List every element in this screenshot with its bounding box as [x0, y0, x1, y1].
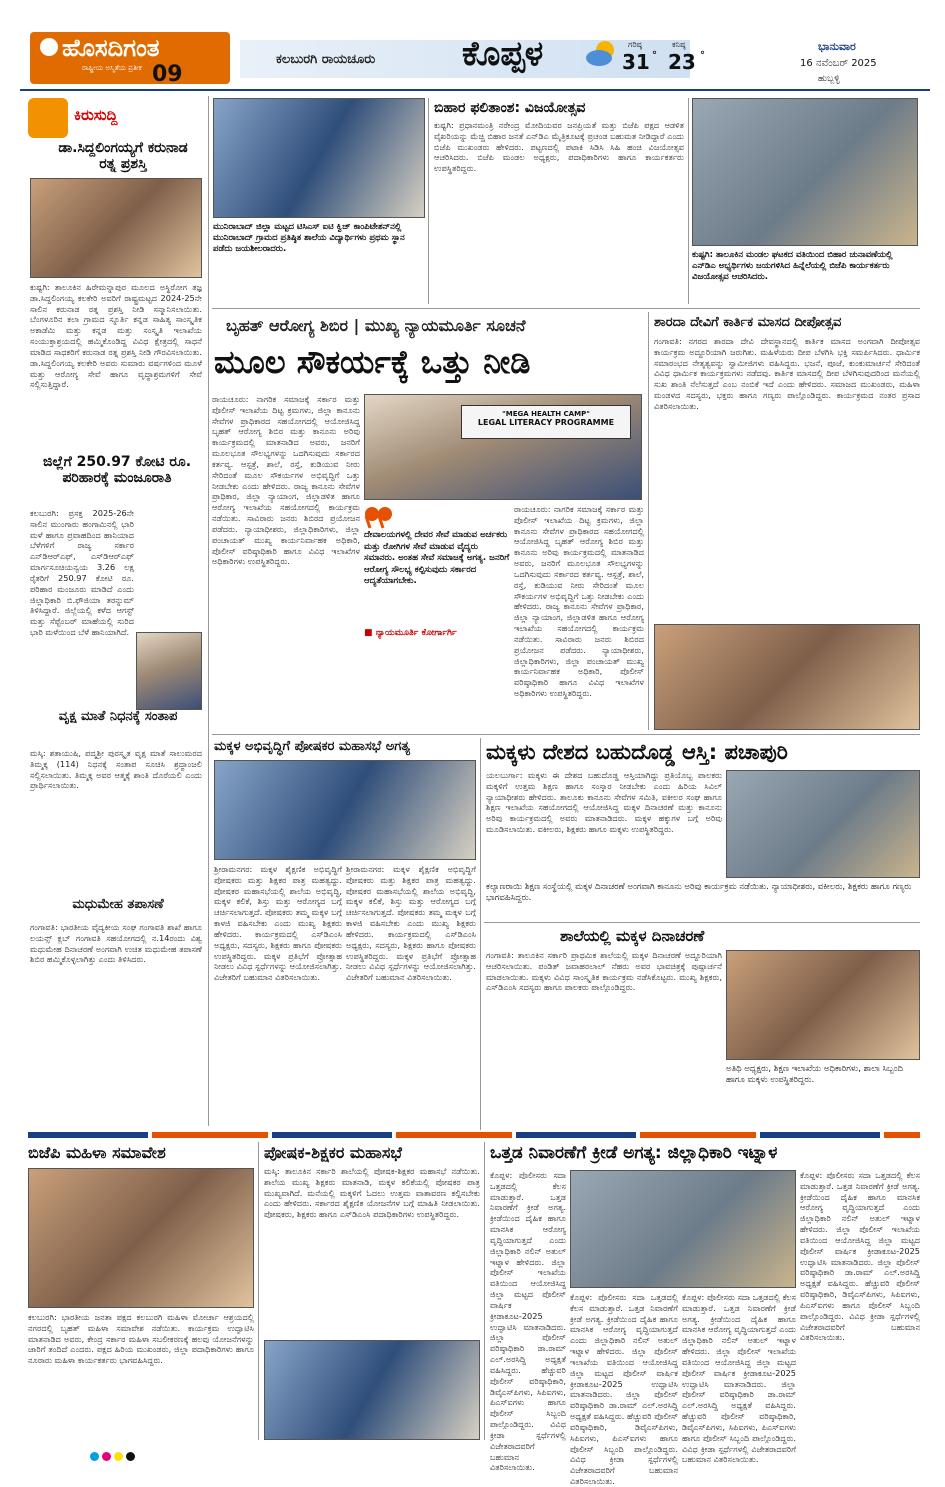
bjp-body: ಕಲಬುರಗಿ: ಭಾರತೀಯ ಜನತಾ ಪಕ್ಷದ ಕಲಬುರಗಿ ಮಹಿಳಾ ಮೋರ್ಚಾ ಆಶ್ರಯದಲ್ಲಿ ನಗರದಲ್ಲಿ ಬೃಹತ್ ಮಹಿಳಾ ಸಮಾವೇಶ ನಡೆಯಿತು. ಕಾರ್ಯಕ್ರಮ ಉದ್ಘಾಟಿಸಿ ಮಾತನಾಡಿದ ಅವರು, ಕೇಂದ್ರ ಸರ್ಕಾರ ಮಹಿಳಾ ಸಬಲೀಕರಣಕ್ಕೆ ಹಲವು ಯೋಜನೆಗಳನ್ನು ಜಾರಿಗೆ ತಂದಿದೆ ಎಂದರು. ಪಕ್ಷದ ಹಿರಿಯ ಮುಖಂಡರು, ಜಿಲ್ಲಾ ಪದಾಧಿಕಾರಿಗಳು ಹಾಗೂ ನೂರಾರು ಮಹಿಳಾ ಕಾರ್ಯಕರ್ತರು ಭಾಗವಹಿಸಿದ್ದರು. [28, 1312, 254, 1366]
header-divider [20, 89, 930, 91]
camp-banner [461, 405, 631, 439]
lead-quote-author: ■ ನ್ಯಾಯಮೂರ್ತಿ ಕೋರ್ಗಾರ್ಗಿ [364, 628, 457, 638]
quiz-caption: ಮುನಿರಾಬಾದ್ ಜಿಲ್ಲಾ ಮಟ್ಟದ ಟಿಸಿಎಸ್ ಐಟಿ ಕ್ವಿಜ್ ಕಾಂಪಿಟೇಶನ್‌ನಲ್ಲಿ ಮುನಿರಾಬಾದ್ ಗ್ರಾಮದ ಪ್ರತಿಷ್ಠಿತ ಶಾಲೆಯ ವಿದ್ಯಾರ್ಥಿಗಳು ಪ್ರಥಮ ಸ್ಥಾನ ಪಡೆದು ಜಯಶೀಲರಾದರು. [213, 222, 405, 255]
color-registration-marks [90, 1446, 890, 1458]
lead-body-a: ರಾಯಚೂರು: ನಾಗರಿಕ ಸಮಾಜಕ್ಕೆ ಸರ್ಕಾರ ಮತ್ತು ಪೊಲೀಸ್ ಇಲಾಖೆಯ ದಿಟ್ಟ ಕ್ರಮಗಳು, ಜಿಲ್ಲಾ ಕಾನೂನು ಸೇವೆಗಳ ಪ್ರಾಧಿಕಾರದ ಸಹಯೋಗದಲ್ಲಿ ಆಯೋಜಿಸಿದ್ದ ಬೃಹತ್ ಆರೋಗ್ಯ ಶಿಬಿರ ಮತ್ತು ಕಾನೂನು ಅರಿವು ಕಾರ್ಯಕ್ರಮದಲ್ಲಿ ಮಾತನಾಡಿದ ಅವರು, ಜನರಿಗೆ ಮೂಲಭೂತ ಸೌಲಭ್ಯಗಳನ್ನು ಒದಗಿಸುವುದು ಸರ್ಕಾರದ ಕರ್ತವ್ಯ. ಆಸ್ಪತ್ರೆ, ಶಾಲೆ, ರಸ್ತೆ, ಕುಡಿಯುವ ನೀರು ಸೇರಿದಂತೆ ಮೂಲ ಸೌಕರ್ಯಗಳ ಅಭಿವೃದ್ಧಿಗೆ ಒತ್ತು ನೀಡಬೇಕು ಎಂದು ಹೇಳಿದರು. ರಾಜ್ಯ ಕಾನೂನು ಸೇವೆಗಳ ಪ್ರಾಧಿಕಾರ, ಜಿಲ್ಲಾ ನ್ಯಾಯಾಂಗ, ಜಿಲ್ಲಾಡಳಿತ ಹಾಗೂ ಆರೋಗ್ಯ ಇಲಾಖೆಯ ಸಹಯೋಗದಲ್ಲಿ ಕಾರ್ಯಕ್ರಮ ನಡೆಯಿತು. ಸಾವಿರಾರು ಜನರು ಶಿಬಿರದ ಪ್ರಯೋಜನ ಪಡೆದರು. ನ್ಯಾಯಾಧೀಶರು, ಜಿಲ್ಲಾಧಿಕಾರಿಗಳು, ಜಿಲ್ಲಾ ಪಂಚಾಯತ್ ಮುಖ್ಯ ಕಾರ್ಯನಿರ್ವಾಹಕ ಅಧಿಕಾರಿ, ಪೊಲೀಸ್ ವರಿಷ್ಠಾಧಿಕಾರಿ ಹಾಗೂ ವಿವಿಧ ಇಲಾಖೆಗಳ ಅಧಿಕಾರಿಗಳು ಉಪಸ್ಥಿತರಿದ್ದರು. [212, 394, 360, 567]
col-divider-3 [480, 738, 481, 1130]
kiru-body-3: ಮಸ್ಕಿ: ಶತಾಯುಷಿ, ಪದ್ಮಶ್ರೀ ಪುರಸ್ಕೃತ ವೃಕ್ಷ ಮಾತೆ ಸಾಲುಮರದ ತಿಮ್ಮಕ್ಕ (114) ನಿಧನಕ್ಕೆ ಸಂತಾಪ ಸೂಚಿಸಿ ಶ್ರದ್ಧಾಂಜಲಿ ಸಲ್ಲಿಸಲಾಯಿತು. ತಿಮ್ಮಕ್ಕ ಅವರ ಆತ್ಮಕ್ಕೆ ಶಾಂತಿ ದೊರೆಯಲಿ ಎಂದು ಪ್ರಾರ್ಥಿಸಲಾಯಿತು. [30, 748, 202, 791]
bjp-photo [28, 1168, 254, 1308]
kiru-headline-4[interactable]: ಮಧುಮೇಹ ತಪಾಸಣೆ [72, 897, 164, 912]
award-photo [30, 178, 202, 278]
bihar-body: ಕುಷ್ಟಗಿ: ಪ್ರಧಾನಮಂತ್ರಿ ನರೇಂದ್ರ ಮೋದಿಯವರ ಜನಪ್ರಿಯತೆ ಮತ್ತು ಬಿಜೆಪಿ ಪಕ್ಷದ ಆಡಳಿತ ವೈಖರಿಯನ್ನು ಮೆಚ್ಚಿ ಬಿಹಾರ ಜನತೆ ಎನ್‌ಡಿಎ ಮೈತ್ರಿಕೂಟಕ್ಕೆ ಪ್ರಚಂಡ ಬಹುಮತ ನೀಡಿದ್ದಾರೆ ಎಂದು ಬಿಜೆಪಿ ಮುಖಂಡರು ಹೇಳಿದರು. ಪಟ್ಟಣದಲ್ಲಿ ಪಟಾಕಿ ಸಿಡಿಸಿ ಸಿಹಿ ಹಂಚಿ ವಿಜಯೋತ್ಸವ ಆಚರಿಸಿದರು. ಬಿಜೆಪಿ ಮಂಡಲ ಅಧ್ಯಕ್ಷರು, ಪದಾಧಿಕಾರಿಗಳು ಹಾಗೂ ಕಾರ್ಯಕರ್ತರು ಉಪಸ್ಥಿತರಿದ್ದರು. [434, 120, 684, 174]
school-photo [726, 950, 920, 1060]
sharada-headline[interactable]: ಶಾರದಾ ದೇವಿಗೆ ಕಾರ್ತಿಕ ಮಾಸದ ದೀಪೋತ್ಸವ [654, 315, 842, 330]
max-temp-label: ಗರಿಷ್ಠ [628, 40, 642, 49]
bihar-photo [692, 98, 918, 246]
assets-body: ಯಲಬುರ್ಗಾ: ಮಕ್ಕಳು ಈ ದೇಶದ ಬಹುದೊಡ್ಡ ಆಸ್ತಿಯಾಗಿದ್ದು ಪ್ರತಿಯೊಬ್ಬ ಪಾಲಕರು ಮಕ್ಕಳಿಗೆ ಉತ್ತಮ ಶಿಕ್ಷಣ ಹಾಗೂ ಸಂಸ್ಕಾರ ನೀಡಬೇಕು ಎಂದು ಹಿರಿಯ ಸಿವಿಲ್ ನ್ಯಾಯಾಧೀಶರು ಹೇಳಿದರು. ತಾಲೂಕು ಕಾನೂನು ಸೇವೆಗಳ ಸಮಿತಿ, ವಕೀಲರ ಸಂಘ ಹಾಗೂ ಶಿಕ್ಷಣ ಇಲಾಖೆಯ ಸಹಯೋಗದಲ್ಲಿ ಆಯೋಜಿಸಿದ್ದ ಮಕ್ಕಳ ದಿನಾಚರಣೆ ಮತ್ತು ಕಾನೂನು ಅರಿವು ಕಾರ್ಯಕ್ರಮದಲ್ಲಿ ಅವರು ಮಾತನಾಡಿದರು. ಮಕ್ಕಳ ಹಕ್ಕುಗಳ ಬಗ್ಗೆ ಅರಿವು ಮೂಡಿಸಲಾಯಿತು. ವಕೀಲರು, ಶಿಕ್ಷಕರು ಹಾಗೂ ಮಕ್ಕಳು ಉಪಸ್ಥಿತರಿದ್ದರು. [486, 770, 722, 835]
kiru-body-1: ಕುಷ್ಟಗಿ: ತಾಲೂಕಿನ ಹಿರೇಮನ್ನಾಪುರ ಮೂಲದ ಅಸ್ಥಿರೋಗ ತಜ್ಞ ಡಾ.ಸಿದ್ದಲಿಂಗಯ್ಯ ಕಲಕೇರಿ ಅವರಿಗೆ ರಾಷ್ಟ್ರಮಟ್ಟದ 2024-25ನೇ ಸಾಲಿನ ಕರುನಾಡ ರತ್ನ ಪ್ರಶಸ್ತಿ ನೀಡಿ ಸನ್ಮಾನಿಸಲಾಯಿತು. ಬೆಂಗಳೂರಿನ ಕಲಾ ಗ್ರಾಮದ ಸ್ನೂರ್ತಿ ಕನ್ನಡ ಸಾಹಿತ್ಯ ಸಾಂಸ್ಕೃತಿಕ ಅಕಾಡೆಮಿ ಮತ್ತು ಕನ್ನಡ ಮತ್ತು ಸಂಸ್ಕೃತಿ ಇಲಾಖೆಯ ಸಂಯುಕ್ತಾಶ್ರಯದಲ್ಲಿ ಹಮ್ಮಿಕೊಂಡಿದ್ದ ವಿವಿಧ ಕ್ಷೇತ್ರದಲ್ಲಿ ಸಾಧನೆ ಮಾಡಿದ ಸಾಧಕರಿಗೆ ಕರುನಾಡ ರತ್ನ ಪ್ರಶಸ್ತಿ ನೀಡಿ ಗೌರವಿಸಲಾಯಿತು. ಡಾ.ಸಿದ್ದಲಿಂಗಯ್ಯ ಕಲಕೇರಿ ಅವರು ಸುಮಾರು ವರ್ಷಗಳಿಂದ ಮೂಳೆ ಮತ್ತು ಆರೋಗ್ಯ ಸೇವೆ ಹಾಗೂ ವೃದ್ಧಾಶ್ರಮಗಳಿಗೆ ಸೇವೆ ಸಲ್ಲಿಸುತ್ತಿದ್ದಾರೆ. [30, 282, 202, 390]
kiru-divider [208, 96, 209, 1126]
paper-tagline: ರಾಷ್ಟ್ರೀಯ ಅಸ್ಮಿತೆಯ ಪ್ರತೀಕ [82, 64, 142, 72]
school-caption: ಅತಿಥಿ ಅಧ್ಯಕ್ಷರು, ಶಿಕ್ಷಣ ಇಲಾಖೆಯ ಅಧಿಕಾರಿಗಳು, ಶಾಲಾ ಸಿಬ್ಬಂದಿ ಹಾಗೂ ಮಕ್ಕಳು ಉಪಸ್ಥಿತರಿದ್ದರು. [726, 1064, 903, 1086]
col-divider-5 [484, 1142, 485, 1440]
bihar-headline[interactable]: ಬಿಹಾರ ಫಲಿತಾಂಶ: ವಿಜಯೋತ್ಸವ [434, 100, 586, 116]
sports-body-c: ಕೊಪ್ಪಳ: ಪೊಲೀಸರು ಸದಾ ಒತ್ತಡದಲ್ಲಿ ಕೆಲಸ ಮಾಡುತ್ತಾರೆ. ಒತ್ತಡ ನಿವಾರಣೆಗೆ ಕ್ರೀಡೆ ಅಗತ್ಯ. ಕ್ರೀಡೆಯಿಂದ ದೈಹಿಕ ಹಾಗೂ ಮಾನಸಿಕ ಆರೋಗ್ಯ ವೃದ್ಧಿಯಾಗುತ್ತದೆ ಎಂದು ಜಿಲ್ಲಾಧಿಕಾರಿ ನಲಿನ್ ಅತುಲ್ ಇಟ್ನಾಳ ಹೇಳಿದರು. ಜಿಲ್ಲಾ ಪೊಲೀಸ್ ಇಲಾಖೆಯ ವತಿಯಿಂದ ಆಯೋಜಿಸಿದ್ದ ಜಿಲ್ಲಾ ಮಟ್ಟದ ಪೊಲೀಸ್ ವಾರ್ಷಿಕ ಕ್ರೀಡಾಕೂಟ-2025 ಉದ್ಘಾಟಿಸಿ ಮಾತನಾಡಿದರು. ಜಿಲ್ಲಾ ಪೊಲೀಸ್ ವರಿಷ್ಠಾಧಿಕಾರಿ ಡಾ.ರಾಮ್ ಎಲ್.ಅರಸಿದ್ದಿ ಅಧ್ಯಕ್ಷತೆ ವಹಿಸಿದ್ದರು. ಹೆಚ್ಚುವರಿ ಪೊಲೀಸ್ ವರಿಷ್ಠಾಧಿಕಾರಿ, ಡಿವೈಎಸ್‌ಪಿಗಳು, ಸಿಪಿಐಗಳು, ಪಿಎಸ್‌ಐಗಳು ಹಾಗೂ ಪೊಲೀಸ್ ಸಿಬ್ಬಂದಿ ಪಾಲ್ಗೊಂಡಿದ್ದರು. ವಿವಿಧ ಕ್ರೀಡಾ ಸ್ಪರ್ಧೆಗಳಲ್ಲಿ ವಿಜೇತರಾದವರಿಗೆ ಬಹುಮಾನ ವಿತರಿಸಲಾಯಿತು. [682, 1292, 796, 1465]
sports-body-d: ಕೊಪ್ಪಳ: ಪೊಲೀಸರು ಸದಾ ಒತ್ತಡದಲ್ಲಿ ಕೆಲಸ ಮಾಡುತ್ತಾರೆ. ಒತ್ತಡ ನಿವಾರಣೆಗೆ ಕ್ರೀಡೆ ಅಗತ್ಯ. ಕ್ರೀಡೆಯಿಂದ ದೈಹಿಕ ಹಾಗೂ ಮಾನಸಿಕ ಆರೋಗ್ಯ ವೃದ್ಧಿಯಾಗುತ್ತದೆ ಎಂದು ಜಿಲ್ಲಾಧಿಕಾರಿ ನಲಿನ್ ಅತುಲ್ ಇಟ್ನಾಳ ಹೇಳಿದರು. ಜಿಲ್ಲಾ ಪೊಲೀಸ್ ಇಲಾಖೆಯ ವತಿಯಿಂದ ಆಯೋಜಿಸಿದ್ದ ಜಿಲ್ಲಾ ಮಟ್ಟದ ಪೊಲೀಸ್ ವಾರ್ಷಿಕ ಕ್ರೀಡಾಕೂಟ-2025 ಉದ್ಘಾಟಿಸಿ ಮಾತನಾಡಿದರು. ಜಿಲ್ಲಾ ಪೊಲೀಸ್ ವರಿಷ್ಠಾಧಿಕಾರಿ ಡಾ.ರಾಮ್ ಎಲ್.ಅರಸಿದ್ದಿ ಅಧ್ಯಕ್ಷತೆ ವಹಿಸಿದ್ದರು. ಹೆಚ್ಚುವರಿ ಪೊಲೀಸ್ ವರಿಷ್ಠಾಧಿಕಾರಿ, ಡಿವೈಎಸ್‌ಪಿಗಳು, ಸಿಪಿಐಗಳು, ಪಿಎಸ್‌ಐಗಳು ಹಾಗೂ ಪೊಲೀಸ್ ಸಿಬ್ಬಂದಿ ಪಾಲ್ಗೊಂಡಿದ್ದರು. ವಿವಿಧ ಕ್ರೀಡಾ ಸ್ಪರ್ಧೆಗಳಲ್ಲಿ ವಿಜೇತರಾದವರಿಗೆ ಬಹುಮಾನ ವಿತರಿಸಲಾಯಿತು. [800, 1170, 920, 1343]
sports-body-a: ಕೊಪ್ಪಳ: ಪೊಲೀಸರು ಸದಾ ಒತ್ತಡದಲ್ಲಿ ಕೆಲಸ ಮಾಡುತ್ತಾರೆ. ಒತ್ತಡ ನಿವಾರಣೆಗೆ ಕ್ರೀಡೆ ಅಗತ್ಯ. ಕ್ರೀಡೆಯಿಂದ ದೈಹಿಕ ಹಾಗೂ ಮಾನಸಿಕ ಆರೋಗ್ಯ ವೃದ್ಧಿಯಾಗುತ್ತದೆ ಎಂದು ಜಿಲ್ಲಾಧಿಕಾರಿ ನಲಿನ್ ಅತುಲ್ ಇಟ್ನಾಳ ಹೇಳಿದರು. ಜಿಲ್ಲಾ ಪೊಲೀಸ್ ಇಲಾಖೆಯ ವತಿಯಿಂದ ಆಯೋಜಿಸಿದ್ದ ಜಿಲ್ಲಾ ಮಟ್ಟದ ಪೊಲೀಸ್ ವಾರ್ಷಿಕ ಕ್ರೀಡಾಕೂಟ-2025 ಉದ್ಘಾಟಿಸಿ ಮಾತನಾಡಿದರು. ಜಿಲ್ಲಾ ಪೊಲೀಸ್ ವರಿಷ್ಠಾಧಿಕಾರಿ ಡಾ.ರಾಮ್ ಎಲ್.ಅರಸಿದ್ದಿ ಅಧ್ಯಕ್ಷತೆ ವಹಿಸಿದ್ದರು. ಹೆಚ್ಚುವರಿ ಪೊಲೀಸ್ ವರಿಷ್ಠಾಧಿಕಾರಿ, ಡಿವೈಎಸ್‌ಪಿಗಳು, ಸಿಪಿಐಗಳು, ಪಿಎಸ್‌ಐಗಳು ಹಾಗೂ ಪೊಲೀಸ್ ಸಿಬ್ಬಂದಿ ಪಾಲ್ಗೊಂಡಿದ್ದರು. ವಿವಿಧ ಕ್ರೀಡಾ ಸ್ಪರ್ಧೆಗಳಲ್ಲಿ ವಿಜೇತರಾದವರಿಗೆ ಬಹುಮಾನ ವಿತರಿಸಲಾಯಿತು. [490, 1170, 566, 1473]
quiz-photo [213, 98, 425, 218]
min-temp-label: ಕನಿಷ್ಠ [672, 40, 686, 49]
kiru-headline-1[interactable]: ಡಾ.ಸಿದ್ದಲಿಂಗಯ್ಯಗೆ ಕರುನಾಡ ರತ್ನ ಪ್ರಶಸ್ತಿ [58, 140, 188, 173]
weather-icon [585, 38, 617, 68]
issue-day: ಭಾನುವಾರ [818, 40, 856, 53]
nutrition-body-a: ಶ್ರೀರಾಮನಗರ: ಮಕ್ಕಳ ಶೈಕ್ಷಣಿಕ ಅಭಿವೃದ್ಧಿಗೆ ಪೋಷಕರು ಮತ್ತು ಶಿಕ್ಷಕರ ಪಾತ್ರ ಮಹತ್ವದ್ದು. ಪೋಷಕರ ಮಹಾಸಭೆಯಲ್ಲಿ ಶಾಲೆಯ ಅಭಿವೃದ್ಧಿ, ಮಕ್ಕಳ ಕಲಿಕೆ, ಶಿಸ್ತು ಮತ್ತು ಆರೋಗ್ಯದ ಬಗ್ಗೆ ಚರ್ಚಿಸಲಾಗುತ್ತದೆ. ಪೋಷಕರು ತಮ್ಮ ಮಕ್ಕಳ ಬಗ್ಗೆ ಕಾಳಜಿ ವಹಿಸಬೇಕು ಎಂದು ಮುಖ್ಯ ಶಿಕ್ಷಕರು ಹೇಳಿದರು. ಕಾರ್ಯಕ್ರಮದಲ್ಲಿ ಎಸ್‌ಡಿಎಂಸಿ ಅಧ್ಯಕ್ಷರು, ಸದಸ್ಯರು, ಶಿಕ್ಷಕರು ಹಾಗೂ ಪೋಷಕರು ಉಪಸ್ಥಿತರಿದ್ದರು. ಮಕ್ಕಳ ಪ್ರತಿಭೆಗೆ ಪ್ರೋತ್ಸಾಹ ನೀಡಲು ವಿವಿಧ ಸ್ಪರ್ಧೆಗಳನ್ನು ಆಯೋಜಿಸಲಾಗಿತ್ತು. ವಿಜೇತರಿಗೆ ಬಹುಮಾನ ವಿತರಿಸಲಾಯಿತು. [214, 864, 342, 983]
col-divider-4 [258, 1142, 259, 1440]
mid-row-divider [212, 734, 920, 735]
banner-line-2: LEGAL LITERACY PROGRAMME [477, 418, 615, 427]
lead-divider [648, 312, 649, 730]
sports-headline[interactable]: ಒತ್ತಡ ನಿವಾರಣೆಗೆ ಕ್ರೀಡೆ ಅಗತ್ಯ: ಜಿಲ್ಲಾಧಿಕಾರಿ ಇಟ್ನಾಳ [490, 1143, 778, 1163]
lead-headline[interactable]: ಮೂಲ ಸೌಕರ್ಯಕ್ಕೆ ಒತ್ತು ನೀಡಿ [214, 343, 531, 381]
sharada-photo [654, 624, 920, 730]
finger-icon [28, 98, 68, 138]
bjp-headline[interactable]: ಬಿಜೆಪಿ ಮಹಿಳಾ ಸಮಾವೇಶ [28, 1143, 166, 1162]
parents-photo [264, 1340, 480, 1440]
min-temp-value: 23 [668, 50, 696, 74]
cyan-dot-icon [90, 1452, 99, 1461]
assets-caption: ಕಲ್ಯಾಣರಾಯಿ ಶಿಕ್ಷಣ ಸಂಸ್ಥೆಯಲ್ಲಿ ಮಕ್ಕಳ ದಿನಾಚರಣೆ ಅಂಗವಾಗಿ ಕಾನೂನು ಅರಿವು ಕಾರ್ಯಕ್ರಮ ನಡೆಯಿತು. ನ್ಯಾಯಾಧೀಶರು, ವಕೀಲರು, ಶಿಕ್ಷಕರು ಹಾಗೂ ಗಣ್ಯರು ಭಾಗವಹಿಸಿದ್ದರು. [486, 882, 912, 904]
logo-emblem-icon [40, 38, 58, 56]
lead-quote: ದೇವಾಲಯಗಳಲ್ಲಿ ದೇವರ ಸೇವೆ ಮಾಡುವ ಅರ್ಚಕರು ಮತ್ತು ರೋಗಿಗಳ ಸೇವೆ ಮಾಡುವ ವೈದ್ಯರು ಸಮಾನರು. ಅಂತಹ ಸೇವೆ ಸಮಾಜಕ್ಕೆ ಅಗತ್ಯ. ಜನರಿಗೆ ಆರೋಗ್ಯ ಸೌಲಭ್ಯ ಕಲ್ಪಿಸುವುದು ಸರ್ಕಾರದ ಆದ್ಯತೆಯಾಗಬೇಕು. [364, 530, 510, 587]
lead-kicker: ಬೃಹತ್ ಆರೋಗ್ಯ ಶಿಬಿರ | ಮುಖ್ಯ ನ್ಯಾಯಮೂರ್ತಿ ಸೂಚನೆ [226, 316, 526, 335]
banner-line-1: "MEGA HEALTH CAMP" [502, 410, 590, 418]
collector-photo [136, 632, 202, 710]
kiru-label: ಕಿರುಸುದ್ದಿ [74, 106, 118, 124]
issue-place: ಹುಬ್ಬಳ್ಳಿ [818, 74, 840, 84]
max-temp-unit: ° [652, 50, 657, 61]
kiru-headline-3[interactable]: ವೃಕ್ಷ ಮಾತೆ ನಿಧನಕ್ಕೆ ಸಂತಾಪ [58, 709, 178, 724]
sports-body-b: ಕೊಪ್ಪಳ: ಪೊಲೀಸರು ಸದಾ ಒತ್ತಡದಲ್ಲಿ ಕೆಲಸ ಮಾಡುತ್ತಾರೆ. ಒತ್ತಡ ನಿವಾರಣೆಗೆ ಕ್ರೀಡೆ ಅಗತ್ಯ. ಕ್ರೀಡೆಯಿಂದ ದೈಹಿಕ ಹಾಗೂ ಮಾನಸಿಕ ಆರೋಗ್ಯ ವೃದ್ಧಿಯಾಗುತ್ತದೆ ಎಂದು ಜಿಲ್ಲಾಧಿಕಾರಿ ನಲಿನ್ ಅತುಲ್ ಇಟ್ನಾಳ ಹೇಳಿದರು. ಜಿಲ್ಲಾ ಪೊಲೀಸ್ ಇಲಾಖೆಯ ವತಿಯಿಂದ ಆಯೋಜಿಸಿದ್ದ ಜಿಲ್ಲಾ ಮಟ್ಟದ ಪೊಲೀಸ್ ವಾರ್ಷಿಕ ಕ್ರೀಡಾಕೂಟ-2025 ಉದ್ಘಾಟಿಸಿ ಮಾತನಾಡಿದರು. ಜಿಲ್ಲಾ ಪೊಲೀಸ್ ವರಿಷ್ಠಾಧಿಕಾರಿ ಡಾ.ರಾಮ್ ಎಲ್.ಅರಸಿದ್ದಿ ಅಧ್ಯಕ್ಷತೆ ವಹಿಸಿದ್ದರು. ಹೆಚ್ಚುವರಿ ಪೊಲೀಸ್ ವರಿಷ್ಠಾಧಿಕಾರಿ, ಡಿವೈಎಸ್‌ಪಿಗಳು, ಸಿಪಿಐಗಳು, ಪಿಎಸ್‌ಐಗಳು ಹಾಗೂ ಪೊಲೀಸ್ ಸಿಬ್ಬಂದಿ ಪಾಲ್ಗೊಂಡಿದ್ದರು. ವಿವಿಧ ಕ್ರೀಡಾ ಸ್ಪರ್ಧೆಗಳಲ್ಲಿ ವಿಜೇತರಾದವರಿಗೆ ಬಹುಮಾನ ವಿತರಿಸಲಾಯಿತು. [570, 1292, 678, 1487]
masthead [0, 0, 945, 92]
kiru-column [28, 96, 206, 1126]
quote-mark-icon [364, 506, 392, 530]
assets-headline[interactable]: ಮಕ್ಕಳು ದೇಶದ ಬಹುದೊಡ್ಡ ಆಸ್ತಿ: ಪಚಾಪುರಿ [486, 740, 788, 764]
lead-photo [364, 394, 642, 500]
parents-headline[interactable]: ಪೋಷಕ-ಶಿಕ್ಷಕರ ಮಹಾಸಭೆ [264, 1143, 402, 1162]
edition-cities: ಕಲಬುರಗಿ ರಾಯಚೂರು [276, 52, 376, 67]
magenta-dot-icon [102, 1452, 111, 1461]
sharada-body: ಗಂಗಾವತಿ: ನಗರದ ಶಾರದಾ ದೇವಿ ದೇವಸ್ಥಾನದಲ್ಲಿ ಕಾರ್ತಿಕ ಮಾಸದ ಅಂಗವಾಗಿ ದೀಪೋತ್ಸವ ಕಾರ್ಯಕ್ರಮ ಅದ್ದೂರಿಯಾಗಿ ಜರುಗಿತು. ಮಹಿಳೆಯರು ದೀಪ ಬೆಳಗಿಸಿ ಭಕ್ತಿ ಸಮರ್ಪಿಸಿದರು. ಧಾರ್ಮಿಕ ಸಮಾರಂಭದ ನೇತೃತ್ವವನ್ನು ಸ್ವಾಮೀಜಿಗಳು ವಹಿಸಿದ್ದರು. ಭಜನೆ, ಪೂಜೆ, ಕುಂಕುಮಾರ್ಚನೆ ಸೇರಿದಂತೆ ವಿವಿಧ ಧಾರ್ಮಿಕ ಕಾರ್ಯಕ್ರಮಗಳು ನಡೆದವು. ಕಾರ್ತಿಕ ಮಾಸದಲ್ಲಿ ದೀಪ ಬೆಳಗಿಸುವುದರಿಂದ ಮನೆಯಲ್ಲಿ ಸುಖ ಶಾಂತಿ ನೆಲೆಸುತ್ತದೆ ಎಂಬ ನಂಬಿಕೆ ಇದೆ ಎಂದು ಹೇಳಿದರು. ಸಮಾಜದ ಮುಖಂಡರು, ಮಹಿಳಾ ಮಂಡಳದ ಸದಸ್ಯರು, ಭಕ್ತರು ಹಾಗೂ ಗಣ್ಯರು ಪಾಲ್ಗೊಂಡಿದ್ದರು. ಕಾರ್ಯಕ್ರಮದ ನಂತರ ಪ್ರಸಾದ ವಿತರಿಸಲಾಯಿತು. [654, 336, 920, 411]
bottom-band [28, 1132, 920, 1138]
quote-box [364, 504, 510, 644]
paper-name: ಹೊಸದಿಗಂತ [62, 34, 160, 62]
max-temp-value: 31 [622, 50, 650, 74]
col-divider-1 [428, 98, 429, 304]
top-row-divider [212, 308, 920, 309]
kiru-tag [28, 96, 198, 144]
sports-photo [570, 1170, 796, 1288]
black-dot-icon [126, 1452, 135, 1461]
nutrition-headline[interactable]: ಮಕ್ಕಳ ಅಭಿವೃದ್ಧಿಗೆ ಪೋಷಕರ ಮಹಾಸಭೆ ಅಗತ್ಯ [214, 739, 410, 754]
assets-photo [726, 770, 920, 878]
kiru-body-2: ಕಲಬುರಗಿ: ಪ್ರಸಕ್ತ 2025-26ನೇ ಸಾಲಿನ ಮುಂಗಾರು ಹಂಗಾಮಿನಲ್ಲಿ ಭಾರಿ ಮಳೆ ಹಾಗೂ ಪ್ರವಾಹದಿಂದ ಹಾನಿಯಾದ ಬೆಳೆಗಳಿಗೆ ರಾಜ್ಯ ಸರ್ಕಾರ ಎನ್‌ಡಿಆರ್‌ಎಫ್, ಎಸ್‌ಡಿಆರ್‌ಎಫ್ ಮಾರ್ಗಸೂಚಿಯನ್ವಯ 3.26 ಲಕ್ಷ ರೈತರಿಗೆ 250.97 ಕೋಟಿ ರೂ. ಪರಿಹಾರ ಮಂಜೂರು ಮಾಡಿದೆ ಎಂದು ಜಿಲ್ಲಾಧಿಕಾರಿ ಬಿ.ಫೌಜಿಯಾ ತರನ್ನುಮ್ ತಿಳಿಸಿದ್ದಾರೆ. ಜಿಲ್ಲೆಯಲ್ಲಿ ಕಳೆದ ಆಗಸ್ಟ್ ಮತ್ತು ಸೆಪ್ಟೆಂಬರ್ ಮಾಹೆಯಲ್ಲಿ ಸುರಿದ ಭಾರಿ ಮಳೆಯಿಂದ ಬೆಳೆ ಹಾನಿಯಾಗಿದೆ. [30, 508, 134, 638]
min-temp-unit: ° [700, 50, 705, 61]
col-divider-2 [688, 98, 689, 304]
nutrition-body-b: ಶ್ರೀರಾಮನಗರ: ಮಕ್ಕಳ ಶೈಕ್ಷಣಿಕ ಅಭಿವೃದ್ಧಿಗೆ ಪೋಷಕರು ಮತ್ತು ಶಿಕ್ಷಕರ ಪಾತ್ರ ಮಹತ್ವದ್ದು. ಪೋಷಕರ ಮಹಾಸಭೆಯಲ್ಲಿ ಶಾಲೆಯ ಅಭಿವೃದ್ಧಿ, ಮಕ್ಕಳ ಕಲಿಕೆ, ಶಿಸ್ತು ಮತ್ತು ಆರೋಗ್ಯದ ಬಗ್ಗೆ ಚರ್ಚಿಸಲಾಗುತ್ತದೆ. ಪೋಷಕರು ತಮ್ಮ ಮಕ್ಕಳ ಬಗ್ಗೆ ಕಾಳಜಿ ವಹಿಸಬೇಕು ಎಂದು ಮುಖ್ಯ ಶಿಕ್ಷಕರು ಹೇಳಿದರು. ಕಾರ್ಯಕ್ರಮದಲ್ಲಿ ಎಸ್‌ಡಿಎಂಸಿ ಅಧ್ಯಕ್ಷರು, ಸದಸ್ಯರು, ಶಿಕ್ಷಕರು ಹಾಗೂ ಪೋಷಕರು ಉಪಸ್ಥಿತರಿದ್ದರು. ಮಕ್ಕಳ ಪ್ರತಿಭೆಗೆ ಪ್ರೋತ್ಸಾಹ ನೀಡಲು ವಿವಿಧ ಸ್ಪರ್ಧೆಗಳನ್ನು ಆಯೋಜಿಸಲಾಗಿತ್ತು. ವಿಜೇತರಿಗೆ ಬಹುಮಾನ ವಿತರಿಸಲಾಯಿತು. [346, 864, 476, 983]
nutrition-photo [214, 760, 476, 860]
yellow-dot-icon [114, 1452, 123, 1461]
page-number: 09 [152, 62, 183, 87]
lead-body-b: ರಾಯಚೂರು: ನಾಗರಿಕ ಸಮಾಜಕ್ಕೆ ಸರ್ಕಾರ ಮತ್ತು ಪೊಲೀಸ್ ಇಲಾಖೆಯ ದಿಟ್ಟ ಕ್ರಮಗಳು, ಜಿಲ್ಲಾ ಕಾನೂನು ಸೇವೆಗಳ ಪ್ರಾಧಿಕಾರದ ಸಹಯೋಗದಲ್ಲಿ ಆಯೋಜಿಸಿದ್ದ ಬೃಹತ್ ಆರೋಗ್ಯ ಶಿಬಿರ ಮತ್ತು ಕಾನೂನು ಅರಿವು ಕಾರ್ಯಕ್ರಮದಲ್ಲಿ ಮಾತನಾಡಿದ ಅವರು, ಜನರಿಗೆ ಮೂಲಭೂತ ಸೌಲಭ್ಯಗಳನ್ನು ಒದಗಿಸುವುದು ಸರ್ಕಾರದ ಕರ್ತವ್ಯ. ಆಸ್ಪತ್ರೆ, ಶಾಲೆ, ರಸ್ತೆ, ಕುಡಿಯುವ ನೀರು ಸೇರಿದಂತೆ ಮೂಲ ಸೌಕರ್ಯಗಳ ಅಭಿವೃದ್ಧಿಗೆ ಒತ್ತು ನೀಡಬೇಕು ಎಂದು ಹೇಳಿದರು. ರಾಜ್ಯ ಕಾನೂನು ಸೇವೆಗಳ ಪ್ರಾಧಿಕಾರ, ಜಿಲ್ಲಾ ನ್ಯಾಯಾಂಗ, ಜಿಲ್ಲಾಡಳಿತ ಹಾಗೂ ಆರೋಗ್ಯ ಇಲಾಖೆಯ ಸಹಯೋಗದಲ್ಲಿ ಕಾರ್ಯಕ್ರಮ ನಡೆಯಿತು. ಸಾವಿರಾರು ಜನರು ಶಿಬಿರದ ಪ್ರಯೋಜನ ಪಡೆದರು. ನ್ಯಾಯಾಧೀಶರು, ಜಿಲ್ಲಾಧಿಕಾರಿಗಳು, ಜಿಲ್ಲಾ ಪಂಚಾಯತ್ ಮುಖ್ಯ ಕಾರ್ಯನಿರ್ವಾಹಕ ಅಧಿಕಾರಿ, ಪೊಲೀಸ್ ವರಿಷ್ಠಾಧಿಕಾರಿ ಹಾಗೂ ವಿವಿಧ ಇಲಾಖೆಗಳ ಅಧಿಕಾರಿಗಳು ಉಪಸ್ಥಿತರಿದ್ದರು. [514, 504, 644, 699]
edition-name: ಕೊಪ್ಪಳ [462, 34, 544, 74]
school-headline[interactable]: ಶಾಲೆಯಲ್ಲಿ ಮಕ್ಕಳ ದಿನಾಚರಣೆ [560, 927, 705, 945]
issue-date: 16 ನವೆಂಬರ್ 2025 [800, 58, 877, 69]
assets-divider [484, 922, 920, 923]
kiru-headline-2[interactable]: ಜಿಲ್ಲೆಗೆ 250.97 ಕೋಟಿ ರೂ. ಪರಿಹಾರಕ್ಕೆ ಮಂಜೂರಾತಿ [42, 454, 192, 487]
school-body: ಗಂಗಾವತಿ: ತಾಲೂಕಿನ ಸರ್ಕಾರಿ ಪ್ರಾಥಮಿಕ ಶಾಲೆಯಲ್ಲಿ ಮಕ್ಕಳ ದಿನಾಚರಣೆ ಅದ್ದೂರಿಯಾಗಿ ಆಚರಿಸಲಾಯಿತು. ಪಂಡಿತ್ ಜವಾಹರಲಾಲ್ ನೆಹರು ಅವರ ಭಾವಚಿತ್ರಕ್ಕೆ ಪುಷ್ಪಾರ್ಚನೆ ಮಾಡಲಾಯಿತು. ಮಕ್ಕಳು ವಿವಿಧ ಸಾಂಸ್ಕೃತಿಕ ಕಾರ್ಯಕ್ರಮ ನಡೆಸಿಕೊಟ್ಟರು. ಮುಖ್ಯ ಶಿಕ್ಷಕರು, ಎಸ್‌ಡಿಎಂಸಿ ಸದಸ್ಯರು ಹಾಗೂ ಪಾಲಕರು ಪಾಲ್ಗೊಂಡಿದ್ದರು. [486, 950, 722, 993]
parents-body: ಮಸ್ಕಿ: ತಾಲೂಕಿನ ಸರ್ಕಾರಿ ಶಾಲೆಯಲ್ಲಿ ಪೋಷಕ-ಶಿಕ್ಷಕರ ಮಹಾಸಭೆ ನಡೆಯಿತು. ಶಾಲೆಯ ಮುಖ್ಯ ಶಿಕ್ಷಕರು ಮಾತನಾಡಿ, ಮಕ್ಕಳ ಕಲಿಕೆಯಲ್ಲಿ ಪೋಷಕರ ಪಾತ್ರ ಮುಖ್ಯವಾಗಿದೆ. ಮನೆಯಲ್ಲಿ ಮಕ್ಕಳಿಗೆ ಓದಲು ಉತ್ತಮ ವಾತಾವರಣ ಕಲ್ಪಿಸಬೇಕು ಎಂದು ಹೇಳಿದರು. ಸರ್ಕಾರದ ಶೈಕ್ಷಣಿಕ ಯೋಜನೆಗಳ ಬಗ್ಗೆ ಮಾಹಿತಿ ನೀಡಲಾಯಿತು. ಪೋಷಕರು, ಶಿಕ್ಷಕರು ಹಾಗೂ ಎಸ್‌ಡಿಎಂಸಿ ಪದಾಧಿಕಾರಿಗಳು ಉಪಸ್ಥಿತರಿದ್ದರು. [264, 1166, 480, 1220]
kiru-body-4: ಗಂಗಾವತಿ: ಭಾರತೀಯ ವೈದ್ಯಕೀಯ ಸಂಘ ಗಂಗಾವತಿ ಶಾಖೆ ಹಾಗೂ ಲಯನ್ಸ್ ಕ್ಲಬ್ ಗಂಗಾವತಿ ಸಹಯೋಗದಲ್ಲಿ ನ.14ರಂದು ವಿಶ್ವ ಮಧುಮೇಹ ದಿನಾಚರಣೆ ಅಂಗವಾಗಿ ಉಚಿತ ಮಧುಮೇಹ ತಪಾಸಣೆ ಶಿಬಿರ ಹಮ್ಮಿಕೊಳ್ಳಲಾಗಿತ್ತು ಎಂದು ತಿಳಿಸಿದರು. [30, 922, 202, 965]
bihar-caption: ಕುಷ್ಟಗಿ: ತಾಲೂಕಿನ ಮಂಡಲ ಘಟಕದ ವತಿಯಿಂದ ಬಿಹಾರ ಚುನಾವಣೆಯಲ್ಲಿ ಎನ್‌ಡಿಎ ಅಭ್ಯರ್ಥಿಗಳು ಜಯಗಳಿಸಿದ ಹಿನ್ನೆಲೆಯಲ್ಲಿ ಬಿಜೆಪಿ ಕಾರ್ಯಕರ್ತರು ವಿಜಯೋತ್ಸವ ಆಚರಿಸಿದರು. [692, 250, 893, 283]
